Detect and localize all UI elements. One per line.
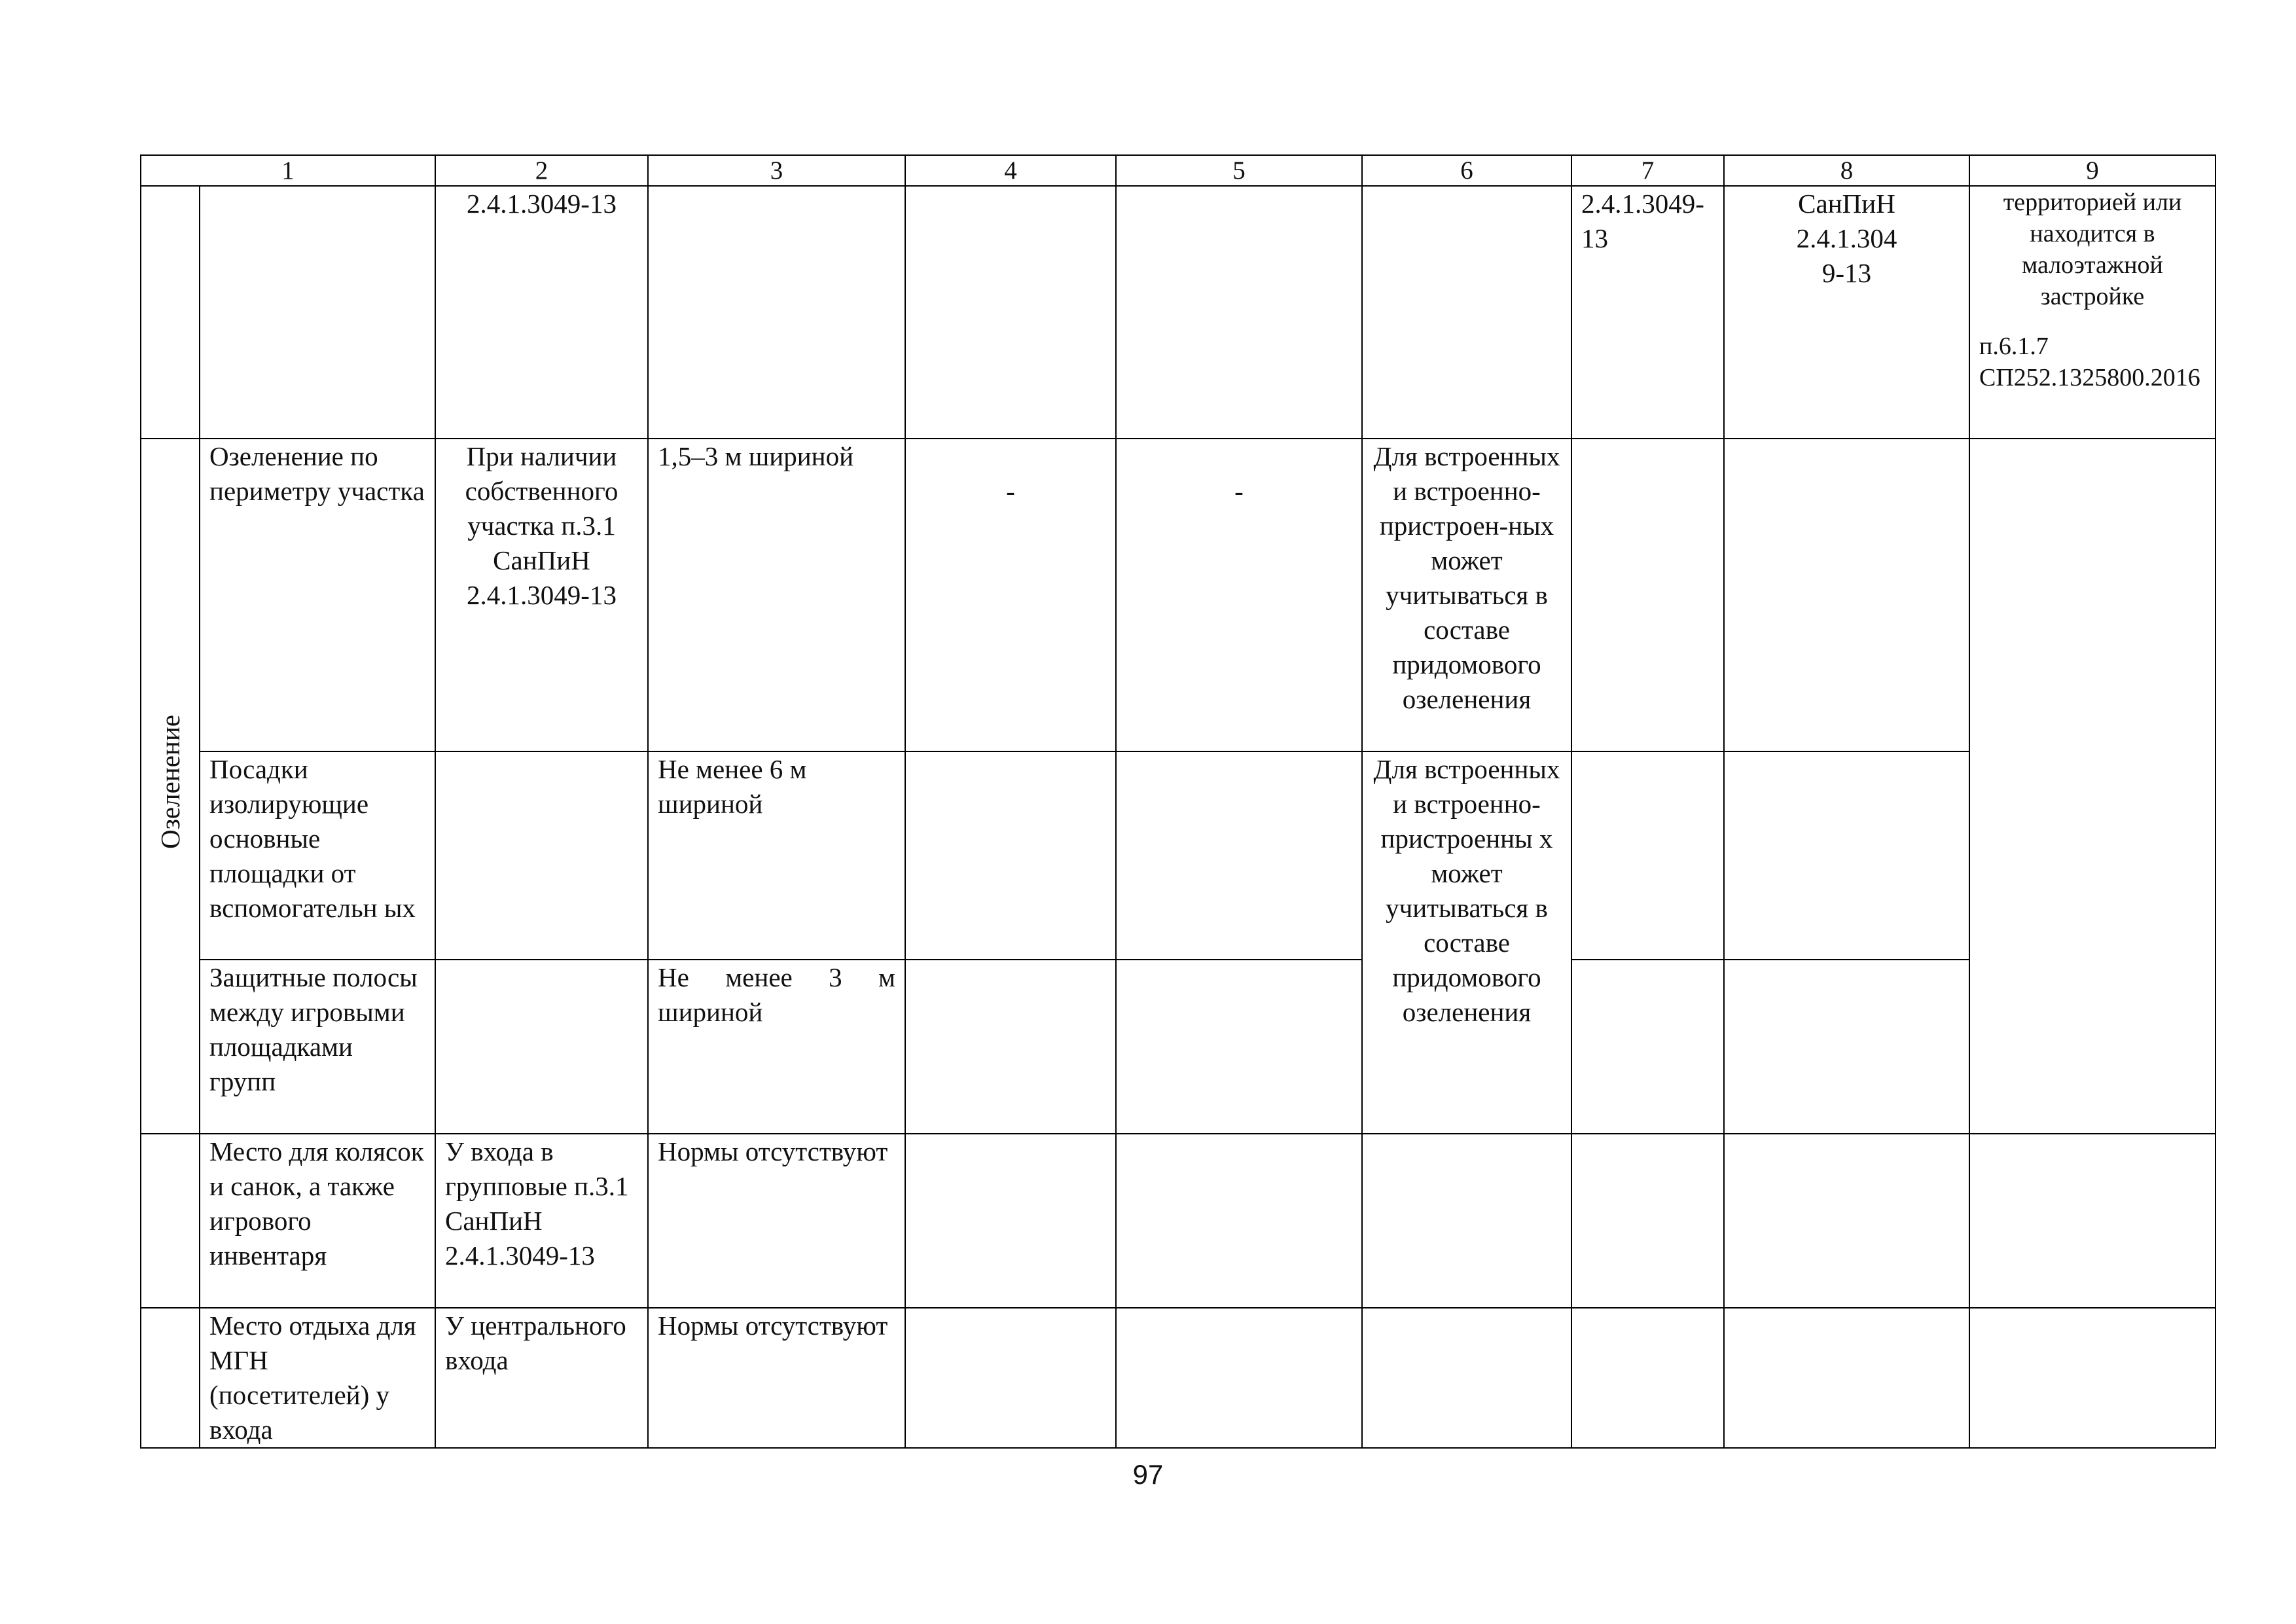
row-col9 <box>1969 1134 2215 1308</box>
column-number-3: 3 <box>648 155 905 186</box>
row-col3: 1,5–3 м шириной <box>648 439 905 751</box>
row-name: Посадки изолирующие основные площадки от вспомогательн ых <box>200 751 435 960</box>
row-col2 <box>435 751 648 960</box>
row-col9 <box>1969 1308 2215 1448</box>
table-row <box>141 1308 2215 1448</box>
row-col5 <box>1116 1134 1362 1308</box>
row-col5 <box>1116 751 1362 960</box>
row-col2: У входа в групповые п.3.1 СанПиН 2.4.1.3049-13 <box>435 1134 648 1308</box>
group-cell-empty <box>141 1308 200 1448</box>
page-number: 97 <box>1132 1459 1164 1490</box>
row-col4 <box>905 751 1116 960</box>
row-col4 <box>905 1134 1116 1308</box>
column-number-7: 7 <box>1571 155 1724 186</box>
row-col3: Нормы отсутствуют <box>648 1134 905 1308</box>
row-col3: Не менее 6 м шириной <box>648 751 905 960</box>
name-cell-empty <box>200 186 435 439</box>
continuation-col8: СанПиН 2.4.1.304 9-13 <box>1724 186 1969 439</box>
continuation-col2: 2.4.1.3049-13 <box>435 186 648 439</box>
row-col2: У центрального входа <box>435 1308 648 1448</box>
row-col6 <box>1362 1134 1571 1308</box>
group-label: Озеленение <box>155 715 185 849</box>
row-col3 <box>648 960 905 1134</box>
row-col8 <box>1724 1134 1969 1308</box>
row-col3-line2: шириной <box>658 997 763 1027</box>
row-col8 <box>1724 439 1969 751</box>
table-row <box>141 1134 2215 1308</box>
row-col7 <box>1571 1134 1724 1308</box>
continuation-col5 <box>1116 186 1362 439</box>
row-col4 <box>905 1308 1116 1448</box>
row-col6 <box>1362 1308 1571 1448</box>
row-col5: - <box>1116 439 1362 751</box>
row-col7 <box>1571 1308 1724 1448</box>
row-col4: - <box>905 439 1116 751</box>
continuation-row <box>141 186 2215 439</box>
continuation-col6 <box>1362 186 1571 439</box>
row-col7 <box>1571 960 1724 1134</box>
row-col9 <box>1969 439 2215 1134</box>
row-col5 <box>1116 960 1362 1134</box>
row-col2 <box>435 960 648 1134</box>
column-number-4: 4 <box>905 155 1116 186</box>
row-col6: Для встроенных и встроенно-пристроенны х может учитываться в составе придомового озеленения <box>1362 751 1571 1134</box>
row-col8 <box>1724 1308 1969 1448</box>
col9-text-2: п.6.1.7 СП252.1325800.2016 <box>1979 333 2200 391</box>
column-number-row <box>141 155 2215 186</box>
column-number-8: 8 <box>1724 155 1969 186</box>
row-col5 <box>1116 1308 1362 1448</box>
col9-text-1: территорией или находится в малоэтажной застройке <box>2003 189 2182 310</box>
row-col7 <box>1571 751 1724 960</box>
table-row <box>141 439 2215 751</box>
row-name: Озеленение по периметру участка <box>200 439 435 751</box>
group-cell-empty <box>141 186 200 439</box>
row-col8 <box>1724 751 1969 960</box>
row-name: Место отдыха для МГН (посетителей) у входа <box>200 1308 435 1448</box>
row-name: Защитные полосы между игровыми площадками групп <box>200 960 435 1134</box>
table-row <box>141 751 2215 960</box>
column-number-1: 1 <box>141 155 435 186</box>
norms-table <box>140 154 2216 1449</box>
column-number-9: 9 <box>1969 155 2215 186</box>
table-row <box>141 960 2215 1134</box>
row-name: Место для колясок и санок, а также игрового инвентаря <box>200 1134 435 1308</box>
column-number-6: 6 <box>1362 155 1571 186</box>
group-cell-ozelenenie <box>141 439 200 1134</box>
continuation-col9 <box>1969 186 2215 439</box>
column-number-2: 2 <box>435 155 648 186</box>
continuation-col3 <box>648 186 905 439</box>
row-col6: Для встроенных и встроенно-пристроен-ных может учитываться в составе придомового озеленения <box>1362 439 1571 751</box>
group-cell-empty <box>141 1134 200 1308</box>
row-col4 <box>905 960 1116 1134</box>
continuation-col4 <box>905 186 1116 439</box>
row-col7 <box>1571 439 1724 751</box>
row-col3-line1: Не менее 3 м <box>658 962 895 992</box>
column-number-5: 5 <box>1116 155 1362 186</box>
row-col3: Нормы отсутствуют <box>648 1308 905 1448</box>
continuation-col7: 2.4.1.3049-13 <box>1571 186 1724 439</box>
row-col2: При наличии собственного участка п.3.1 СанПиН 2.4.1.3049-13 <box>435 439 648 751</box>
row-col8 <box>1724 960 1969 1134</box>
